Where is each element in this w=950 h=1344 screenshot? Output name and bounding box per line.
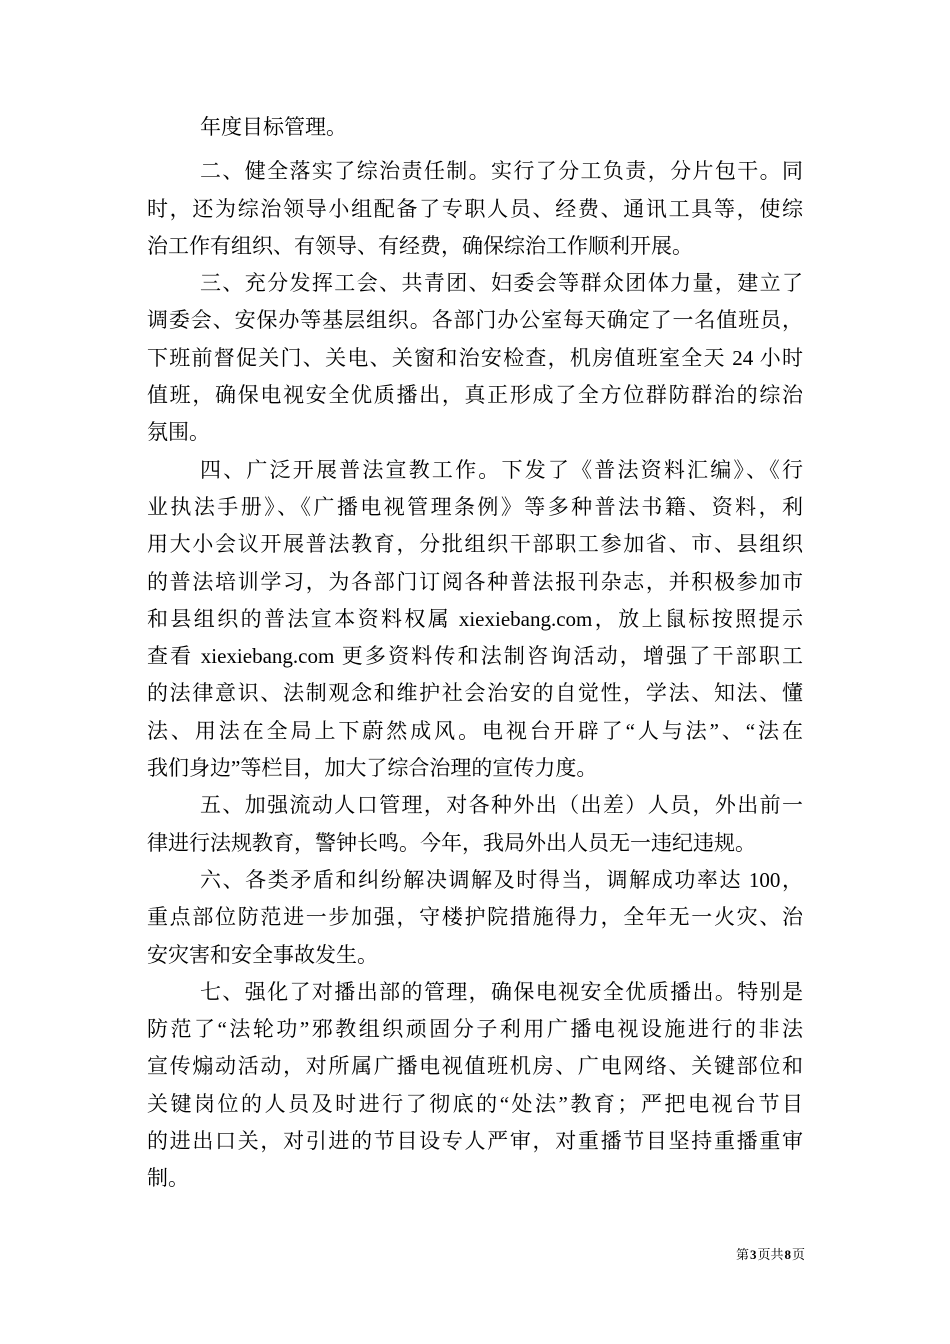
text-line: 用大小会议开展普法教育，分批组织干部职工参加省、市、县组织	[147, 532, 803, 557]
text-line: 调委会、安保办等基层组织。各部门办公室每天确定了一名值班员，	[147, 308, 803, 333]
text-line: 律进行法规教育，警钟长鸣。今年，我局外出人员无一违纪违规。	[147, 830, 756, 855]
text-line: 时，还为综治领导小组配备了专职人员、经费、通讯工具等，使综	[147, 196, 803, 221]
text-line: 六、各类矛盾和纠纷解决调解及时得当，调解成功率达 100，	[200, 867, 803, 892]
document-body	[147, 109, 803, 1198]
text-line: 我们身边”等栏目，加大了综合治理的宣传力度。	[147, 756, 598, 781]
footer-middle: 页共	[757, 1247, 784, 1262]
text-line: 查看 xiexiebang.com 更多资料传和法制咨询活动，增强了干部职工	[147, 644, 803, 669]
current-page-number: 3	[749, 1247, 757, 1262]
paragraph-continuation	[147, 109, 803, 146]
text-line: 下班前督促关门、关电、关窗和治安检查，机房值班室全天 24 小时	[147, 345, 803, 370]
paragraph-2	[147, 153, 803, 265]
text-line: 制。	[147, 1166, 189, 1191]
text-line: 业执法手册》、《广播电视管理条例》等多种普法书籍、资料，利	[147, 494, 803, 519]
text-line: 治工作有组织、有领导、有经费，确保综治工作顺利开展。	[147, 233, 693, 258]
text-line: 的进出口关，对引进的节目设专人严审，对重播节目坚持重播重审	[147, 1129, 803, 1154]
text-line: 重点部位防范进一步加强，守楼护院措施得力，全年无一火灾、治	[147, 905, 803, 930]
text-line: 的普法培训学习，为各部门订阅各种普法报刊杂志，并积极参加市	[147, 569, 803, 594]
text-line: 氛围。	[147, 420, 210, 445]
paragraph-6	[147, 862, 803, 974]
text-line: 防范了“法轮功”邪教组织顽固分子利用广播电视设施进行的非法	[147, 1017, 803, 1042]
text-line: 宣传煽动活动，对所属广播电视值班机房、广电网络、关键部位和	[147, 1054, 803, 1079]
page-number-footer	[736, 1246, 805, 1264]
text-line: 和县组织的普法宣本资料权属 xiexiebang.com，放上鼠标按照提示	[147, 606, 803, 631]
footer-suffix: 页	[791, 1247, 805, 1262]
text-line: 安灾害和安全事故发生。	[147, 942, 378, 967]
text-line: 二、健全落实了综治责任制。实行了分工负责，分片包干。同	[200, 159, 803, 184]
text-line: 年度目标管理。	[200, 115, 347, 139]
text-line: 的法律意识、法制观念和维护社会治安的自觉性，学法、知法、懂	[147, 681, 803, 706]
paragraph-4	[147, 452, 803, 788]
total-pages-number: 8	[784, 1247, 791, 1262]
text-line: 关键岗位的人员及时进行了彻底的“处法”教育；严把电视台节目	[147, 1091, 803, 1116]
footer-prefix: 第	[735, 1247, 749, 1262]
paragraph-5	[147, 787, 803, 862]
paragraph-3	[147, 265, 803, 451]
text-line: 法、用法在全局上下蔚然成风。电视台开辟了“人与法”、“法在	[147, 718, 803, 743]
text-line: 七、强化了对播出部的管理，确保电视安全优质播出。特别是	[200, 979, 803, 1004]
text-line: 值班，确保电视安全优质播出，真正形成了全方位群防群治的综治	[147, 383, 803, 408]
text-line: 四、广泛开展普法宣教工作。下发了《普法资料汇编》、《行	[200, 457, 803, 482]
paragraph-7	[147, 974, 803, 1198]
text-line: 三、充分发挥工会、共青团、妇委会等群众团体力量，建立了	[200, 271, 803, 296]
text-line: 五、加强流动人口管理，对各种外出（出差）人员，外出前一	[200, 793, 803, 818]
